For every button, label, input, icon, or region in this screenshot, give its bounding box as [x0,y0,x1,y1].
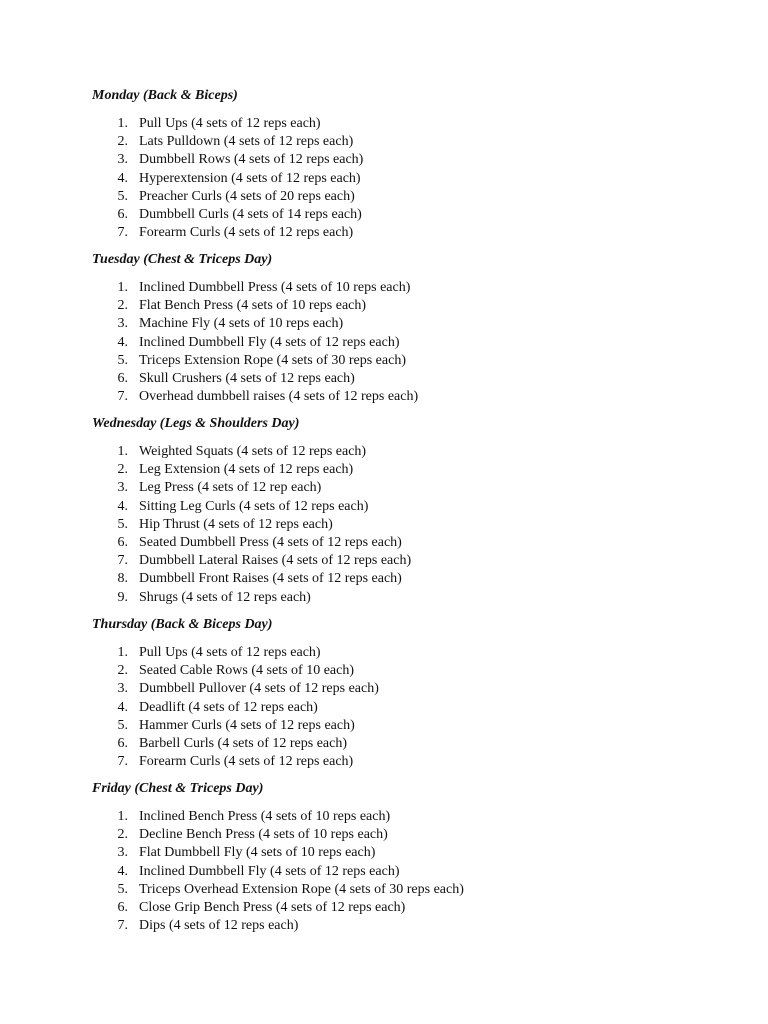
item-number: 7. [117,754,128,770]
item-number: 6. [117,534,128,550]
item-number: 7. [117,553,128,569]
day-heading: Tuesday (Chest & Triceps Day) [92,252,273,267]
exercise-text: Barbell Curls (4 sets of 12 reps each) [139,735,347,751]
list-item [92,443,732,461]
item-number: 4. [117,863,128,879]
exercise-text: Decline Bench Press (4 sets of 10 reps each) [139,827,388,843]
list-item [92,844,732,862]
exercise-text: Inclined Dumbbell Press (4 sets of 10 reps each) [139,280,411,295]
exercise-text: Dumbbell Lateral Raises (4 sets of 12 reps each) [139,553,412,569]
item-number: 7. [117,389,128,405]
list-item [92,717,732,735]
item-number: 5. [117,188,128,204]
item-number: 6. [117,735,128,751]
list-item [92,388,732,406]
day-section-thursday [92,616,732,771]
exercise-list [92,644,732,771]
exercise-text: Hyperextension (4 sets of 12 reps each) [139,170,361,186]
exercise-text: Inclined Dumbbell Fly (4 sets of 12 reps each) [139,334,400,350]
exercise-list [92,808,732,935]
item-number: 4. [117,170,128,186]
exercise-text: Preacher Curls (4 sets of 20 reps each) [139,188,355,204]
list-item [92,516,732,534]
exercise-text: Sitting Leg Curls (4 sets of 12 reps each) [139,498,369,514]
item-number: 1. [117,280,128,295]
list-item [92,170,732,188]
item-number: 5. [117,717,128,733]
day-heading: Friday (Chest & Triceps Day) [92,781,264,796]
item-number: 3. [117,316,128,332]
list-item [92,662,732,680]
list-item [92,479,732,497]
exercise-text: Dumbbell Curls (4 sets of 14 reps each) [139,206,362,222]
exercise-text: Shrugs (4 sets of 12 reps each) [139,589,311,605]
exercise-text: Flat Bench Press (4 sets of 10 reps each) [139,298,367,314]
exercise-text: Leg Press (4 sets of 12 rep each) [139,480,322,496]
exercise-text: Close Grip Bench Press (4 sets of 12 reps each) [139,899,406,915]
day-section-friday [92,780,732,935]
item-number: 1. [117,444,128,459]
list-item [92,753,732,771]
exercise-text: Triceps Overhead Extension Rope (4 sets of 30 reps each) [139,881,464,897]
exercise-text: Dumbbell Pullover (4 sets of 12 reps each) [139,681,379,697]
item-number: 2. [117,462,128,478]
item-number: 3. [117,681,128,697]
exercise-text: Dumbbell Rows (4 sets of 12 reps each) [139,152,364,168]
exercise-text: Lats Pulldown (4 sets of 12 reps each) [139,134,354,150]
exercise-list [92,115,732,242]
item-number: 9. [117,589,128,605]
item-number: 8. [117,571,128,587]
list-item [92,370,732,388]
exercise-text: Forearm Curls (4 sets of 12 reps each) [139,754,354,770]
exercise-text: Dumbbell Front Raises (4 sets of 12 reps each) [139,571,402,587]
list-item [92,680,732,698]
item-number: 3. [117,845,128,861]
day-heading: Thursday (Back & Biceps Day) [92,617,273,632]
day-section-tuesday [92,251,732,406]
exercise-text: Hip Thrust (4 sets of 12 reps each) [139,516,333,532]
exercise-text: Seated Cable Rows (4 sets of 10 each) [139,663,354,679]
exercise-list [92,443,732,607]
item-number: 5. [117,516,128,532]
list-item [92,644,732,662]
list-item [92,881,732,899]
list-item [92,224,732,242]
list-item [92,863,732,881]
list-item [92,206,732,224]
exercise-text: Forearm Curls (4 sets of 12 reps each) [139,225,354,241]
list-item [92,699,732,717]
item-number: 4. [117,498,128,514]
list-item [92,826,732,844]
item-number: 1. [117,116,128,131]
exercise-text: Seated Dumbbell Press (4 sets of 12 reps each) [139,534,402,550]
list-item [92,315,732,333]
item-number: 2. [117,134,128,150]
day-section-wednesday [92,415,732,607]
item-number: 7. [117,918,128,934]
list-item [92,534,732,552]
exercise-text: Machine Fly (4 sets of 10 reps each) [139,316,344,332]
exercise-text: Weighted Squats (4 sets of 12 reps each) [139,444,367,459]
exercise-text: Skull Crushers (4 sets of 12 reps each) [139,370,355,386]
exercise-text: Triceps Extension Rope (4 sets of 30 reps each) [139,352,406,368]
exercise-text: Dips (4 sets of 12 reps each) [139,918,299,934]
exercise-text: Inclined Bench Press (4 sets of 10 reps each) [139,809,391,824]
item-number: 6. [117,899,128,915]
item-number: 6. [117,206,128,222]
exercise-text: Overhead dumbbell raises (4 sets of 12 reps each) [139,389,419,405]
exercise-list [92,279,732,406]
list-item [92,352,732,370]
list-item [92,461,732,479]
list-item [92,917,732,935]
item-number: 3. [117,152,128,168]
exercise-text: Flat Dumbbell Fly (4 sets of 10 reps each) [139,845,376,861]
item-number: 2. [117,827,128,843]
item-number: 2. [117,298,128,314]
exercise-text: Inclined Dumbbell Fly (4 sets of 12 reps each) [139,863,400,879]
item-number: 4. [117,334,128,350]
day-section-monday [92,87,732,242]
day-heading: Wednesday (Legs & Shoulders Day) [92,416,300,431]
exercise-text: Pull Ups (4 sets of 12 reps each) [139,645,321,660]
item-number: 4. [117,699,128,715]
item-number: 1. [117,809,128,824]
item-number: 3. [117,480,128,496]
list-item [92,334,732,352]
list-item [92,279,732,297]
item-number: 6. [117,370,128,386]
exercise-text: Hammer Curls (4 sets of 12 reps each) [139,717,355,733]
list-item [92,498,732,516]
list-item [92,552,732,570]
item-number: 2. [117,663,128,679]
list-item [92,188,732,206]
list-item [92,570,732,588]
exercise-text: Pull Ups (4 sets of 12 reps each) [139,116,321,131]
exercise-text: Leg Extension (4 sets of 12 reps each) [139,462,354,478]
list-item [92,133,732,151]
exercise-text: Deadlift (4 sets of 12 reps each) [139,699,318,715]
list-item [92,808,732,826]
item-number: 5. [117,352,128,368]
list-item [92,151,732,169]
item-number: 5. [117,881,128,897]
day-heading: Monday (Back & Biceps) [92,88,238,103]
list-item [92,735,732,753]
item-number: 7. [117,225,128,241]
list-item [92,899,732,917]
list-item [92,115,732,133]
item-number: 1. [117,645,128,660]
list-item [92,297,732,315]
list-item [92,589,732,607]
